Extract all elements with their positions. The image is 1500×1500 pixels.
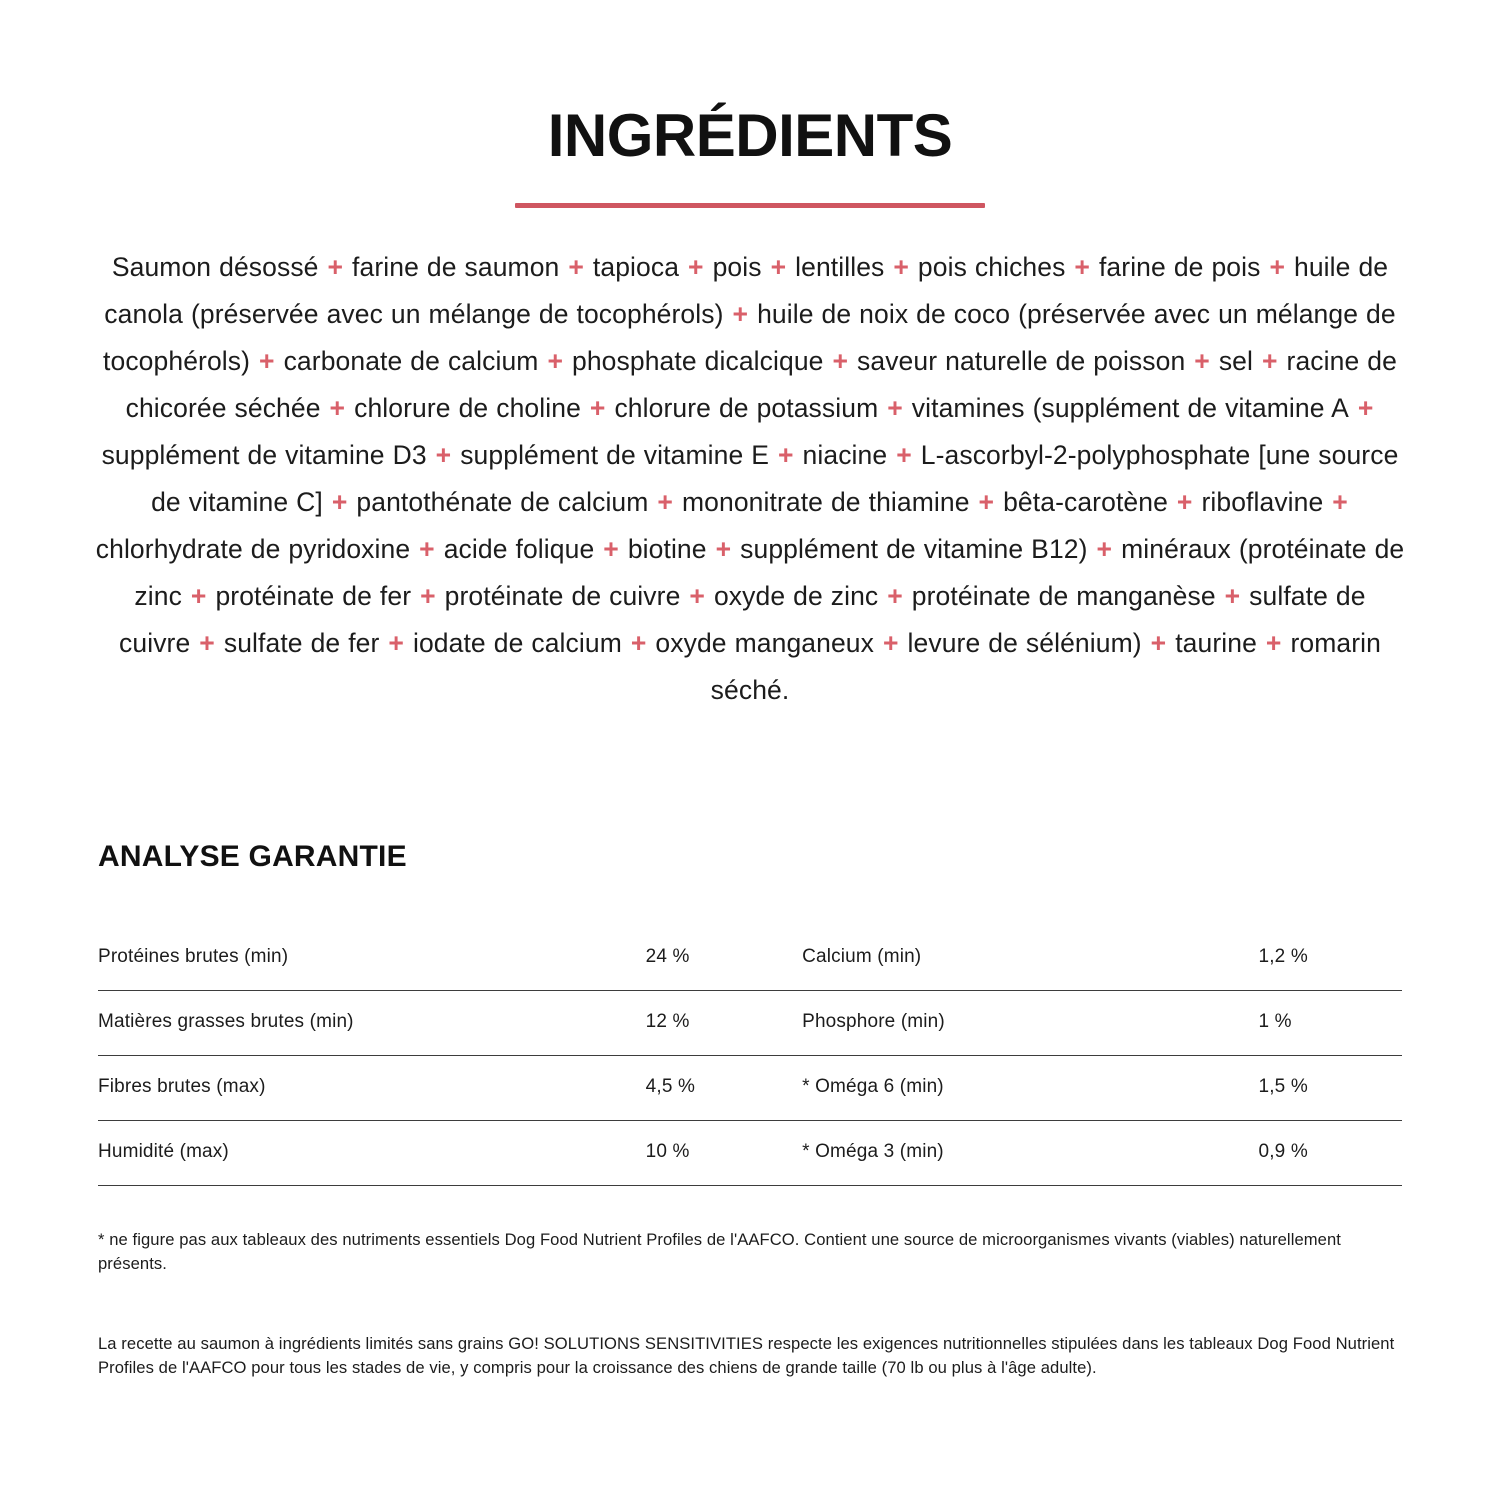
ingredient-item: chlorure de choline [354, 393, 581, 423]
ingredient-item: saveur naturelle de poisson [857, 346, 1186, 376]
ingredient-item: sulfate de fer [223, 628, 380, 658]
ingredient-separator-plus: + [1261, 252, 1293, 282]
nutrient-value-left: 24 % [645, 946, 690, 967]
ingredient-separator-plus: + [879, 581, 911, 611]
ingredient-item: pantothénate de calcium [356, 487, 649, 517]
ingredient-separator-plus: + [707, 534, 740, 564]
ingredient-separator-plus: + [1066, 252, 1098, 282]
ingredient-item: iodate de calcium [412, 628, 622, 658]
analysis-title: ANALYSE GARANTIE [98, 840, 407, 873]
ingredient-item: protéinate de fer [215, 581, 412, 611]
ingredient-separator-plus: + [1324, 487, 1348, 517]
ingredient-item: biotine [627, 534, 707, 564]
ingredient-item: mononitrate de thiamine [681, 487, 970, 517]
ingredient-separator-plus: + [885, 252, 917, 282]
ingredient-item: pois chiches [917, 252, 1066, 282]
ingredient-separator-plus: + [251, 346, 283, 376]
ingredient-separator-plus: + [380, 628, 412, 658]
ingredient-item: vitamines (supplément de vitamine A [911, 393, 1349, 423]
ingredient-separator-plus: + [622, 628, 655, 658]
ingredient-separator-plus: + [595, 534, 627, 564]
ingredient-item: protéinate de cuivre [444, 581, 681, 611]
ingredient-item: farine de saumon [352, 252, 560, 282]
ingredient-item: sel [1218, 346, 1254, 376]
ingredient-separator-plus: + [560, 252, 592, 282]
ingredient-item: racine de chicorée séchée [125, 346, 1397, 423]
table-row [98, 926, 1402, 991]
ingredient-item: romarin séché. [710, 628, 1381, 705]
ingredient-item: L-ascorbyl-2-polyphosphate [une source de vitamine C] [151, 440, 1399, 517]
ingredient-item: bêta-carotène [1003, 487, 1168, 517]
ingredient-item: lentilles [795, 252, 885, 282]
ingredient-item: acide folique [443, 534, 595, 564]
title-block [0, 0, 1500, 208]
ingredient-separator-plus: + [724, 299, 757, 329]
ingredient-separator-plus: + [323, 487, 356, 517]
ingredients-section [95, 208, 1405, 714]
ingredient-separator-plus: + [888, 440, 920, 470]
ingredient-item: phosphate dicalcique [572, 346, 824, 376]
ingredient-separator-plus: + [680, 252, 712, 282]
ingredient-item: levure de sélénium) [907, 628, 1142, 658]
nutrient-value-right: 1 % [1258, 1011, 1292, 1032]
ingredient-separator-plus: + [875, 628, 907, 658]
ingredient-separator-plus: + [1186, 346, 1218, 376]
ingredient-item: Saumon désossé [111, 252, 319, 282]
ingredient-separator-plus: + [681, 581, 713, 611]
nutrient-label-right: * Oméga 3 (min) [802, 1141, 944, 1162]
table-row [98, 991, 1402, 1056]
nutrient-label-left: Humidité (max) [98, 1141, 229, 1162]
ingredients-list [95, 244, 1405, 714]
ingredient-item: huile de canola (préservée avec un mélange de tocophérols) [104, 252, 1389, 329]
ingredient-separator-plus: + [879, 393, 911, 423]
table-row [98, 1121, 1402, 1186]
ingredient-separator-plus: + [427, 440, 460, 470]
ingredient-separator-plus: + [182, 581, 215, 611]
nutrient-label-right: Calcium (min) [802, 946, 922, 967]
ingredient-item: tapioca [592, 252, 680, 282]
nutrient-table [98, 926, 1402, 1186]
ingredient-item: minéraux (protéinate de zinc [134, 534, 1405, 611]
ingredient-item: protéinate de manganèse [911, 581, 1216, 611]
ingredient-item: supplément de vitamine D3 [101, 440, 427, 470]
ingredient-item: niacine [802, 440, 888, 470]
nutrient-value-left: 12 % [645, 1011, 690, 1032]
ingredient-separator-plus: + [824, 346, 857, 376]
ingredient-item: carbonate de calcium [283, 346, 539, 376]
nutrient-label-right: Phosphore (min) [802, 1011, 945, 1032]
ingredient-item: chlorure de potassium [614, 393, 879, 423]
ingredient-separator-plus: + [191, 628, 223, 658]
ingredient-separator-plus: + [1257, 628, 1290, 658]
ingredient-separator-plus: + [539, 346, 571, 376]
guaranteed-analysis-section [98, 840, 1402, 1186]
ingredient-separator-plus: + [321, 393, 354, 423]
ingredient-item: supplément de vitamine E [460, 440, 770, 470]
nutrient-label-left: Protéines brutes (min) [98, 946, 289, 967]
ingredient-separator-plus: + [319, 252, 352, 282]
ingredient-item: huile de noix de coco (préservée avec un mélange de tocophérols) [103, 299, 1396, 376]
nutrient-label-left: Matières grasses brutes (min) [98, 1011, 354, 1032]
ingredient-item: oxyde de zinc [713, 581, 879, 611]
nutrient-value-right: 1,2 % [1258, 946, 1308, 967]
footnotes-section [98, 1228, 1402, 1380]
nutrient-value-left: 10 % [645, 1141, 690, 1162]
page-title: INGRÉDIENTS [547, 102, 953, 169]
ingredient-separator-plus: + [770, 440, 802, 470]
ingredient-item: oxyde manganeux [655, 628, 874, 658]
footnote-aafco-statement: La recette au saumon à ingrédients limités sans grains GO! SOLUTIONS SENSITIVITIES respecte les exigences nutritionnelles stipulées dans les tableaux Dog Food Nutrient Profiles de l'AAFCO pour tous les stades de vie, y compris pour la croissance des chiens de grande taille (70 lb ou plus à l'âge adulte). [98, 1334, 1395, 1377]
ingredient-separator-plus: + [411, 534, 443, 564]
ingredient-separator-plus: + [581, 393, 614, 423]
ingredient-item: sulfate de cuivre [119, 581, 1366, 658]
ingredient-separator-plus: + [1216, 581, 1249, 611]
ingredient-item: farine de pois [1098, 252, 1261, 282]
ingredient-item: supplément de vitamine B12) [740, 534, 1088, 564]
ingredient-item: riboflavine [1201, 487, 1324, 517]
ingredient-separator-plus: + [1142, 628, 1175, 658]
nutrient-value-right: 0,9 % [1258, 1141, 1308, 1162]
table-row [98, 1056, 1402, 1121]
ingredient-separator-plus: + [1254, 346, 1286, 376]
nutrient-label-left: Fibres brutes (max) [98, 1076, 266, 1097]
ingredient-separator-plus: + [762, 252, 795, 282]
ingredient-separator-plus: + [649, 487, 681, 517]
nutrient-label-right: * Oméga 6 (min) [802, 1076, 944, 1097]
nutrient-value-right: 1,5 % [1258, 1076, 1308, 1097]
ingredient-separator-plus: + [970, 487, 1003, 517]
ingredient-item: pois [712, 252, 762, 282]
nutrient-value-left: 4,5 % [645, 1076, 696, 1097]
ingredient-item: taurine [1175, 628, 1257, 658]
footnote-aafco-asterisk: * ne figure pas aux tableaux des nutriments essentiels Dog Food Nutrient Profiles de l'AAFCO. Contient une source de microorganismes vivants (viables) naturellement présents. [98, 1230, 1341, 1273]
ingredient-separator-plus: + [1349, 393, 1374, 423]
ingredient-separator-plus: + [1168, 487, 1201, 517]
ingredient-separator-plus: + [1088, 534, 1121, 564]
ingredient-item: chlorhydrate de pyridoxine [95, 534, 411, 564]
ingredient-separator-plus: + [412, 581, 444, 611]
